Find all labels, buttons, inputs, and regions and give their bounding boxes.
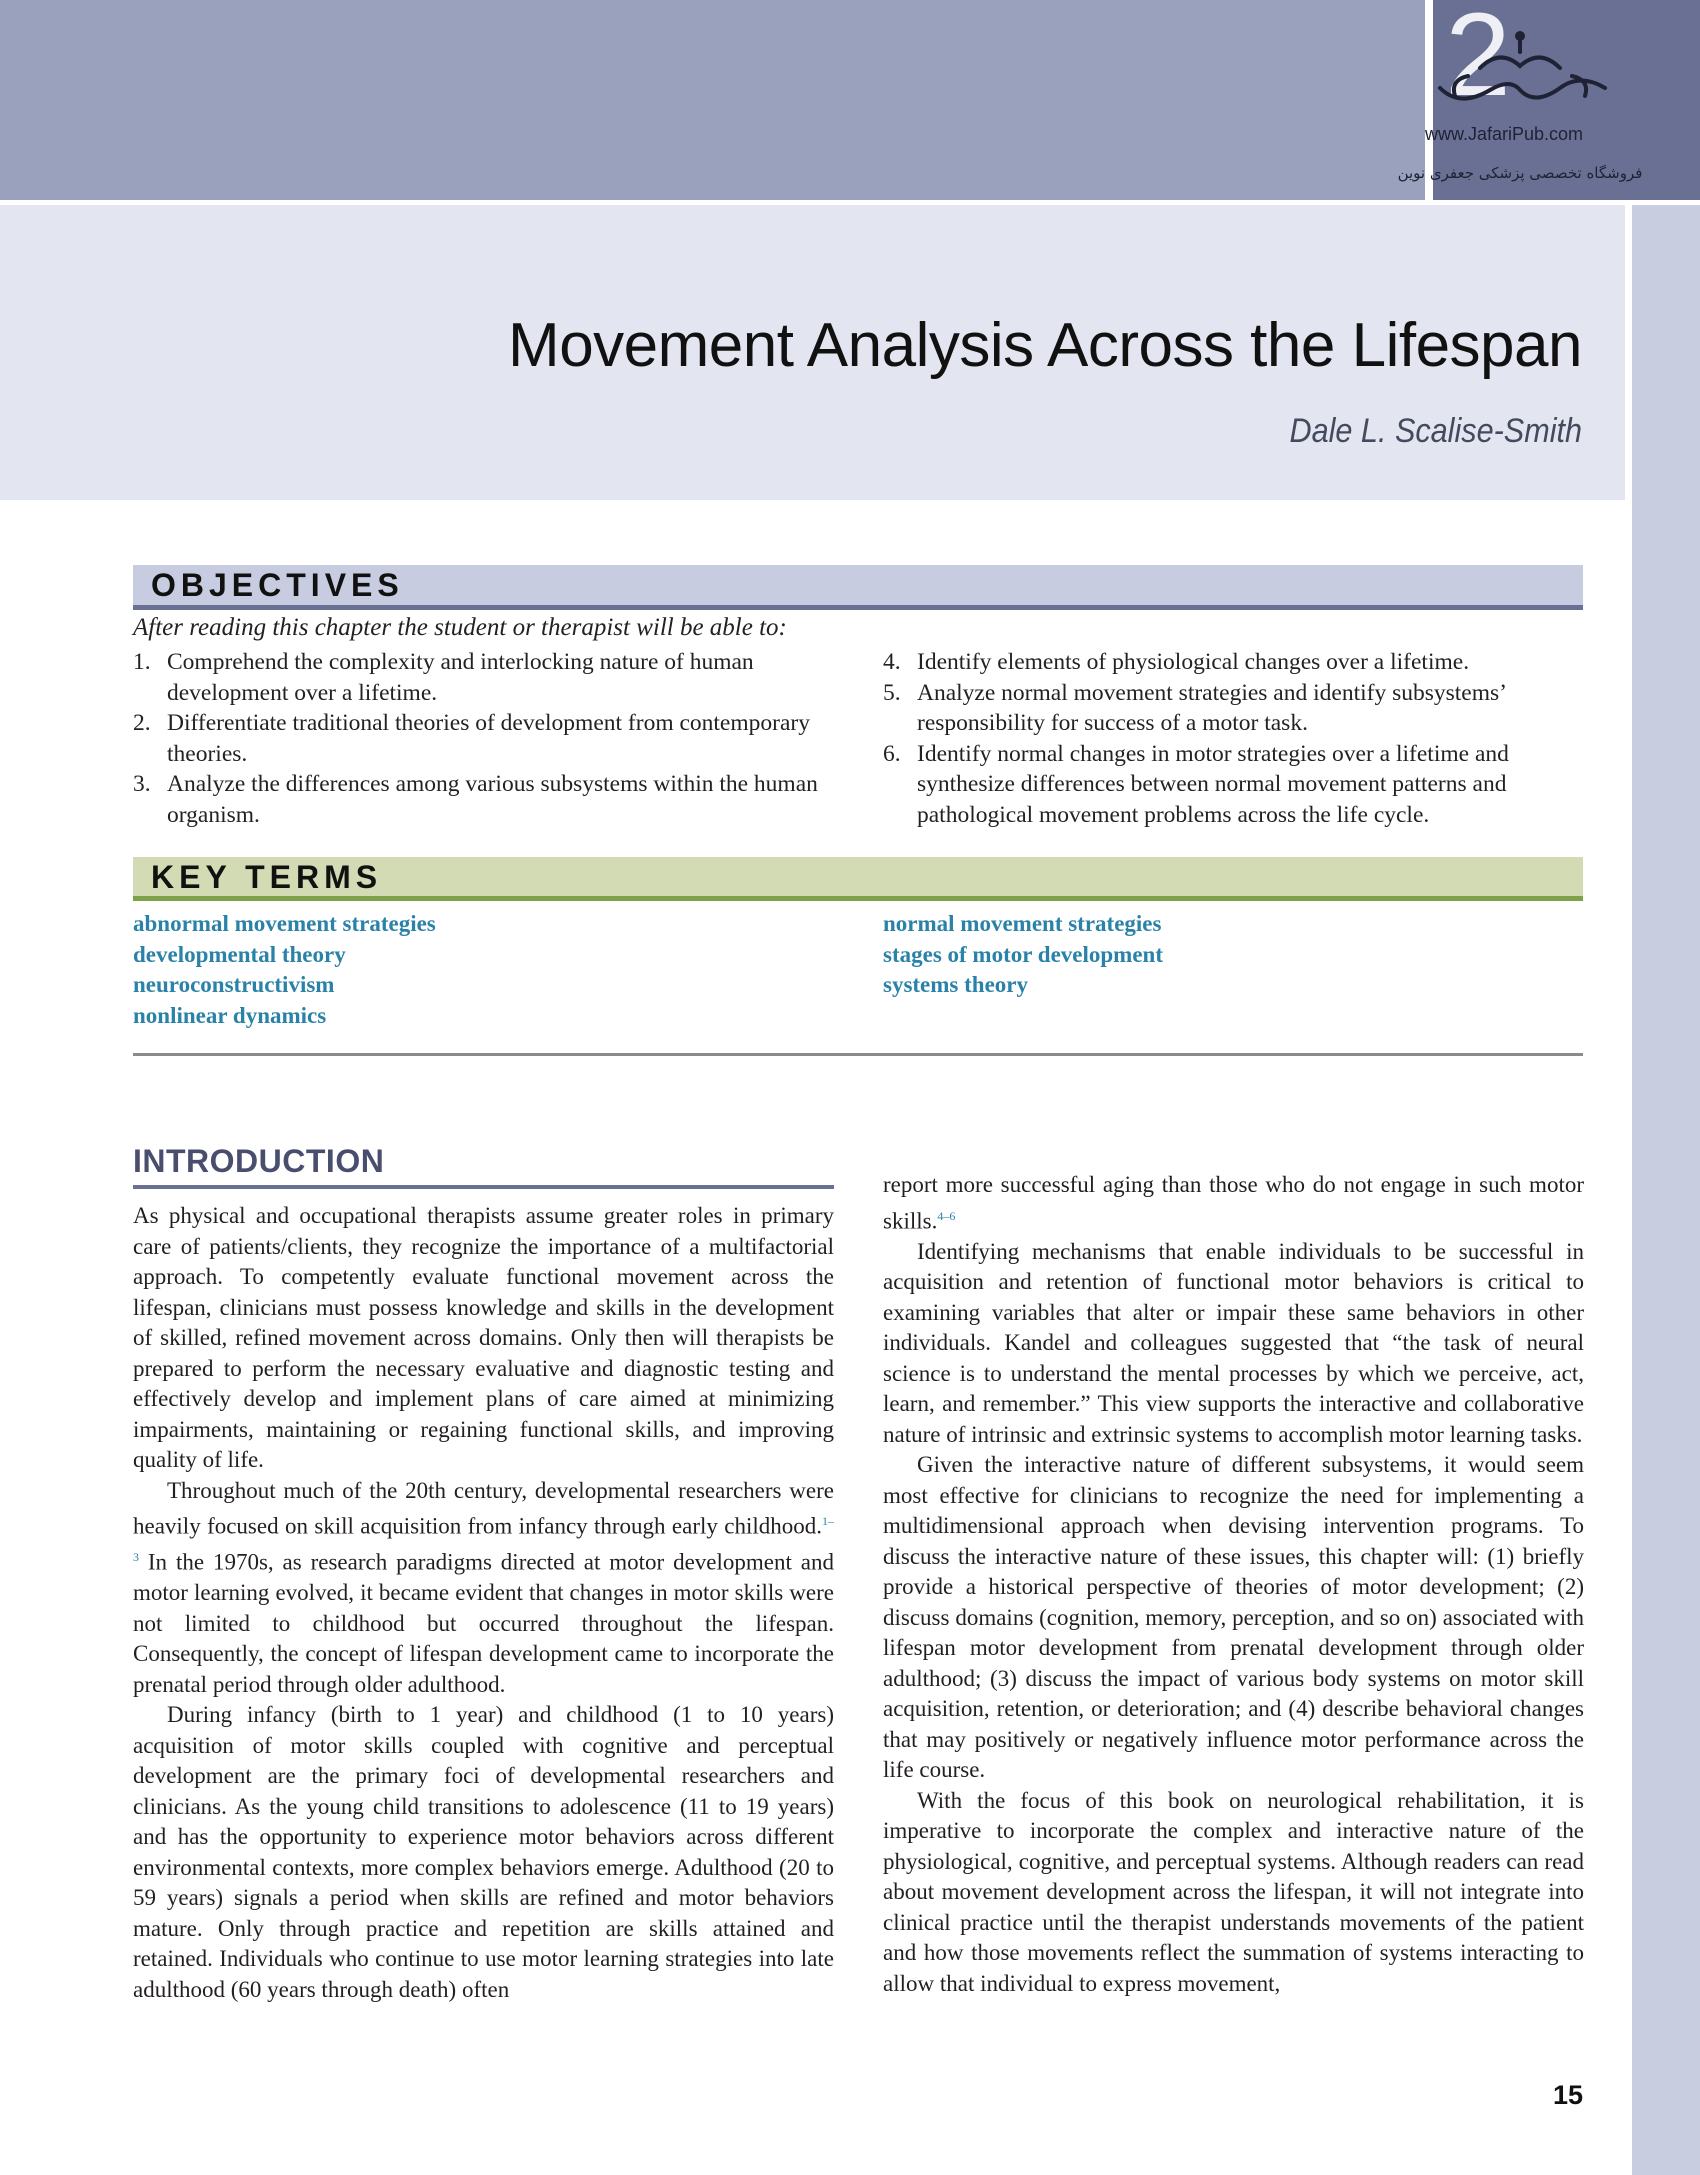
objectives-heading: OBJECTIVES bbox=[151, 567, 404, 603]
objectives-list-left bbox=[133, 647, 838, 830]
objective-number: 2. bbox=[133, 710, 151, 736]
objectives-heading-bar bbox=[133, 565, 1583, 610]
key-term: nonlinear dynamics bbox=[133, 1002, 327, 1028]
citation-ref: 1–3 bbox=[133, 1514, 834, 1565]
objective-item bbox=[883, 647, 1588, 678]
body-paragraph: Identifying mechanisms that enable individuals to be successful in acquisition and retention of functional motor behaviors is critical to examining variables that alter or impair these same behaviors in other individuals. Kandel and colleagues suggested that “the task of neural science is to understand the mental processes by which we perceive, act, learn, and remember.” This view supports the interactive and collaborative nature of intrinsic and extrinsic systems to accomplish motor learning tasks. bbox=[883, 1238, 1584, 1447]
body-column-right bbox=[883, 1170, 1584, 1999]
key-term: normal movement strategies bbox=[883, 911, 1162, 936]
objective-text: Identify normal changes in motor strategies over a lifetime and synthesize differences between normal movement patterns and pathological movement problems across the life cycle. bbox=[917, 740, 1509, 828]
body-paragraph bbox=[883, 1170, 1584, 1237]
objective-text: Identify elements of physiological changes over a lifetime. bbox=[917, 649, 1470, 675]
watermark-logo-icon bbox=[1420, 28, 1620, 118]
objective-number: 6. bbox=[883, 740, 901, 767]
page-number: 15 bbox=[1552, 2080, 1583, 2110]
objective-number: 3. bbox=[133, 771, 151, 797]
chapter-author: Dale L. Scalise-Smith bbox=[1289, 412, 1582, 450]
chapter-number: 2 bbox=[1445, 0, 1511, 121]
watermark-subtitle: فروشگاه تخصصی پزشکی جعفری نوین bbox=[1397, 164, 1643, 182]
introduction-heading: INTRODUCTION bbox=[133, 1143, 385, 1179]
chapter-title: Movement Analysis Across the Lifespan bbox=[508, 311, 1582, 380]
objective-number: 4. bbox=[883, 649, 901, 675]
paragraph-text: report more successful aging than those who do not engage in such motor skills. bbox=[883, 1172, 1584, 1234]
key-terms-rule bbox=[133, 1053, 1583, 1056]
paragraph-text: In the 1970s, as research paradigms directed at motor development and motor learning evolved, it became evident that changes in motor skills were not limited to childhood but occurred throughout the lifespan. Consequently, the concept of lifespan development came to incorporate the prenatal period through older adulthood. bbox=[133, 1549, 834, 1697]
objective-number: 5. bbox=[883, 679, 901, 706]
introduction-heading-bar bbox=[133, 1143, 834, 1189]
body-column-left bbox=[133, 1201, 834, 2005]
key-term: abnormal movement strategies bbox=[133, 911, 436, 936]
key-terms-left bbox=[133, 909, 436, 1031]
body-paragraph: With the focus of this book on neurological rehabilitation, it is imperative to incorporate the complex and interactive nature of the physiological, cognitive, and perceptual systems. Although readers can read about movement development across the lifespan, it will not integrate into clinical practice until the therapist understands movements of the patient and how those movements reflect the summation of systems interacting to allow that individual to express movement, bbox=[883, 1787, 1584, 1996]
objective-item bbox=[883, 739, 1588, 831]
objective-item bbox=[883, 678, 1588, 739]
objective-text: Differentiate traditional theories of development from contemporary theories. bbox=[167, 710, 810, 767]
objective-item bbox=[133, 708, 838, 769]
paragraph-text: Throughout much of the 20th century, developmental researchers were heavily focused on skill acquisition from infancy through early childhood. bbox=[133, 1477, 834, 1539]
objective-number: 1. bbox=[133, 649, 151, 675]
objective-item bbox=[133, 769, 838, 830]
citation-ref: 4–6 bbox=[937, 1208, 956, 1223]
key-terms-heading-bar bbox=[133, 857, 1583, 901]
key-term: neuroconstructivism bbox=[133, 972, 335, 997]
body-paragraph: Given the interactive nature of different subsystems, it would seem most effective for clinicians to recognize the need for implementing a multidimensional approach when devising intervention programs. To discuss the interactive nature of these issues, this chapter will: (1) briefly provide a historical perspective of theories of motor development; (2) discuss domains (cognition, memory, perception, and so on) associated with lifespan motor development from prenatal development through older adulthood; (3) discuss the impact of various body systems on motor skill acquisition, retention, or deterioration; and (4) describe behavioral changes that may positively or negatively influence motor performance across the life course. bbox=[883, 1452, 1584, 1783]
objective-text: Analyze normal movement strategies and identify subsystems’ responsibility for success of a motor task. bbox=[917, 679, 1506, 736]
key-term: stages of motor development bbox=[883, 941, 1163, 967]
objectives-list-right bbox=[883, 647, 1588, 830]
objective-text: Comprehend the complexity and interlocking nature of human development over a lifetime. bbox=[167, 649, 754, 706]
objectives-intro: After reading this chapter the student or therapist will be able to: bbox=[133, 614, 787, 641]
objective-item bbox=[133, 647, 838, 708]
right-margin-strip bbox=[1632, 205, 1700, 2175]
key-terms-heading: KEY TERMS bbox=[151, 859, 383, 895]
body-paragraph bbox=[133, 1476, 834, 1701]
header-band bbox=[0, 0, 1425, 200]
body-paragraph: As physical and occupational therapists assume greater roles in primary care of patients/clients, they recognize the importance of a multifactorial approach. To competently evaluate functional movement across the lifespan, clinicians must possess knowledge and skills in the development of skilled, refined movement across domains. Only then will therapists be prepared to perform the necessary evaluative and diagnostic testing and effectively develop and implement plans of care aimed at minimizing impairments, maintaining or regaining functional skills, and improving quality of life. bbox=[133, 1203, 834, 1472]
key-term: systems theory bbox=[883, 972, 1028, 997]
body-paragraph: During infancy (birth to 1 year) and childhood (1 to 10 years) acquisition of motor skills coupled with cognitive and perceptual development are the primary foci of developmental researchers and clinicians. As the young child transitions to adolescence (11 to 19 years) and has the opportunity to experience motor behaviors across different environmental contexts, more complex behaviors emerge. Adulthood (20 to 59 years) signals a period when skills are refined and motor behaviors mature. Only through practice and repetition are skills attained and retained. Individuals who continue to use motor learning strategies into late adulthood (60 years through death) often bbox=[133, 1702, 834, 2002]
objective-text: Analyze the differences among various subsystems within the human organism. bbox=[167, 771, 818, 828]
key-term: developmental theory bbox=[133, 941, 346, 967]
key-terms-right bbox=[883, 909, 1163, 1001]
watermark-url: www.JafariPub.com bbox=[1425, 124, 1584, 144]
